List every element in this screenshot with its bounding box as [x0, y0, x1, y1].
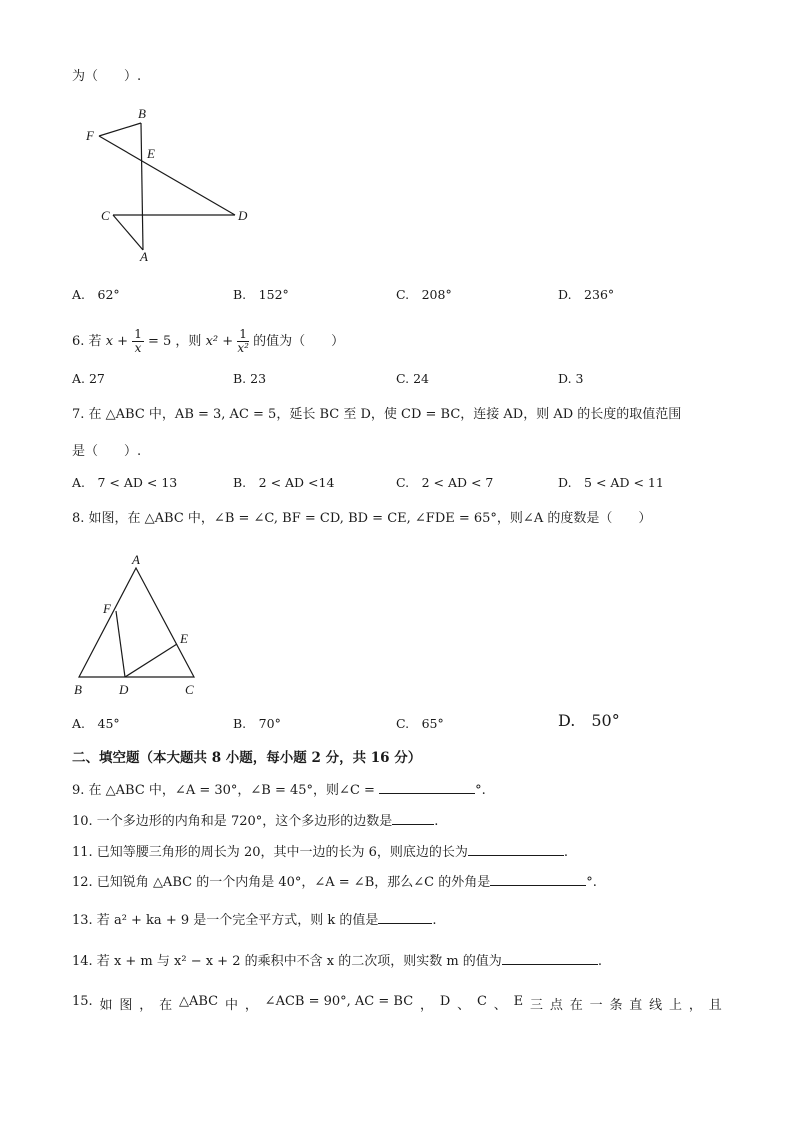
q9-question [72, 780, 486, 800]
q15-part: C [477, 994, 487, 1009]
q10-question [72, 811, 438, 831]
q15-question [72, 994, 722, 1013]
q15-part: 、 [457, 998, 471, 1013]
q15-part: 如 [99, 998, 113, 1013]
q6-option-d: D. 3 [558, 371, 584, 386]
q11-question [72, 842, 568, 862]
q15-part: ， [244, 998, 258, 1013]
q14-question [72, 951, 602, 971]
q8-figure [70, 548, 220, 700]
q12-question [72, 872, 597, 892]
q15-part: 中 [224, 998, 238, 1013]
fig5-label-a: A [140, 249, 148, 264]
q15-part: 图 [119, 998, 133, 1013]
q15-part: 、 [493, 998, 507, 1013]
q15-part: 在 [569, 998, 583, 1013]
q14-text: 14. 若 x + m 与 x² − x + 2 的乘积中不含 x 的二次项，则实数 m 的值为 [72, 954, 502, 969]
q15-part: ， [420, 998, 434, 1013]
q6-frac1-den: x [134, 341, 142, 355]
q13-answer-blank[interactable] [378, 910, 432, 924]
q15-part: △ABC [178, 994, 219, 1009]
fig8-label-e: E [180, 631, 188, 646]
q7-option-d: D. 5 < AD < 11 [558, 475, 664, 490]
q15-part: 上 [669, 998, 683, 1013]
q8-option-b: B. 70° [233, 716, 281, 731]
q6-frac1-num: 1 [134, 327, 142, 341]
section-2-heading: 二、填空题（本大题共 8 小题，每小题 2 分，共 16 分） [72, 750, 422, 766]
q13-end: . [432, 913, 437, 928]
q15-part: ， [139, 998, 153, 1013]
q6-mid: ，则 [175, 334, 202, 349]
q12-answer-blank[interactable] [490, 872, 586, 886]
q7-option-b: B. 2 < AD <14 [233, 475, 335, 490]
fig5-label-e: E [147, 146, 155, 161]
q15-part: 线 [649, 998, 663, 1013]
q6-suffix: 的值为（ ） [253, 334, 345, 349]
fig5-label-f: F [86, 128, 94, 143]
q6-expr1a: x + [105, 334, 129, 349]
q6-option-b: B. 23 [233, 371, 267, 386]
q11-end: . [563, 845, 569, 860]
q9-unit: °. [475, 783, 486, 798]
q8-option-c: C. 65° [396, 716, 444, 731]
q15-part: E [513, 994, 524, 1009]
q6-frac2 [237, 328, 249, 355]
q6-expr1b: = 5 [147, 334, 172, 349]
q6-frac1 [132, 328, 144, 355]
q15-part: 三 [530, 998, 544, 1013]
q13-question [72, 910, 437, 930]
q6-prefix: 6. 若 [72, 334, 102, 349]
q15-part: ， [688, 998, 702, 1013]
q10-answer-blank[interactable] [392, 811, 434, 825]
q5-tail: 为（ ）. [72, 69, 142, 84]
q6-frac2-num: 1 [239, 327, 247, 341]
q7-option-c: C. 2 < AD < 7 [396, 475, 494, 490]
fig8-label-b: B [74, 682, 82, 697]
q7-line1: 7. 在 △ABC 中，AB = 3, AC = 5，延长 BC 至 D，使 CD = BC，连接 AD，则 AD 的长度的取值范围 [72, 407, 682, 422]
fig5-label-b: B [138, 106, 146, 121]
q15-part: 且 [708, 998, 722, 1013]
q11-text: 11. 已知等腰三角形的周长为 20，其中一边的长为 6，则底边的长为 [72, 845, 468, 860]
fig5-label-d: D [238, 208, 248, 223]
q8-option-d: D. 50° [558, 711, 620, 730]
q15-part: 一 [589, 998, 603, 1013]
q10-end: . [434, 814, 439, 829]
q6-expr2a: x² + [205, 334, 234, 349]
q6-option-c: C. 24 [396, 371, 429, 386]
q12-text: 12. 已知锐角 △ABC 的一个内角是 40°，∠A = ∠B，那么∠C 的外角是 [72, 875, 491, 890]
q11-answer-blank[interactable] [468, 842, 564, 856]
q15-part: 条 [609, 998, 623, 1013]
fig5-label-c: C [101, 208, 110, 223]
q15-part: 在 [159, 998, 173, 1013]
q15-part: 点 [549, 998, 563, 1013]
q7-option-a: A. 7 < AD < 13 [72, 475, 178, 490]
q14-answer-blank[interactable] [502, 951, 598, 965]
fig8-label-d: D [119, 682, 129, 697]
q15-part: ∠ACB = 90°, AC = BC [264, 994, 414, 1009]
fig8-label-f: F [103, 601, 111, 616]
q6-option-a: A. 27 [72, 371, 105, 386]
q15-part: 直 [629, 998, 643, 1013]
q5-option-b: B. 152° [233, 287, 289, 302]
q15-part: D [439, 994, 451, 1009]
q9-answer-blank[interactable] [379, 780, 475, 794]
q5-option-d: D. 236° [558, 287, 615, 302]
q8-option-a: A. 45° [72, 716, 120, 731]
q5-option-c: C. 208° [396, 287, 452, 302]
q14-end: . [597, 954, 602, 969]
q8-question: 8. 如图，在 △ABC 中，∠B = ∠C, BF = CD, BD = CE, ∠FDE = 65°，则∠A 的度数是（ ） [72, 511, 652, 526]
q5-figure [80, 100, 270, 270]
q9-text: 9. 在 △ABC 中，∠A = 30°，∠B = 45°，则∠C = [72, 783, 375, 798]
q6-question [72, 327, 344, 357]
q6-frac2-den: x² [237, 341, 249, 355]
q15-part: 15. [72, 994, 93, 1009]
q7-line2: 是（ ）. [72, 444, 142, 459]
fig8-label-a: A [132, 552, 140, 567]
fig8-label-c: C [185, 682, 194, 697]
q13-text: 13. 若 a² + ka + 9 是一个完全平方式，则 k 的值是 [72, 913, 379, 928]
q10-text: 10. 一个多边形的内角和是 720°，这个多边形的边数是 [72, 814, 393, 829]
q5-option-a: A. 62° [72, 287, 120, 302]
q12-unit: °. [586, 875, 597, 890]
